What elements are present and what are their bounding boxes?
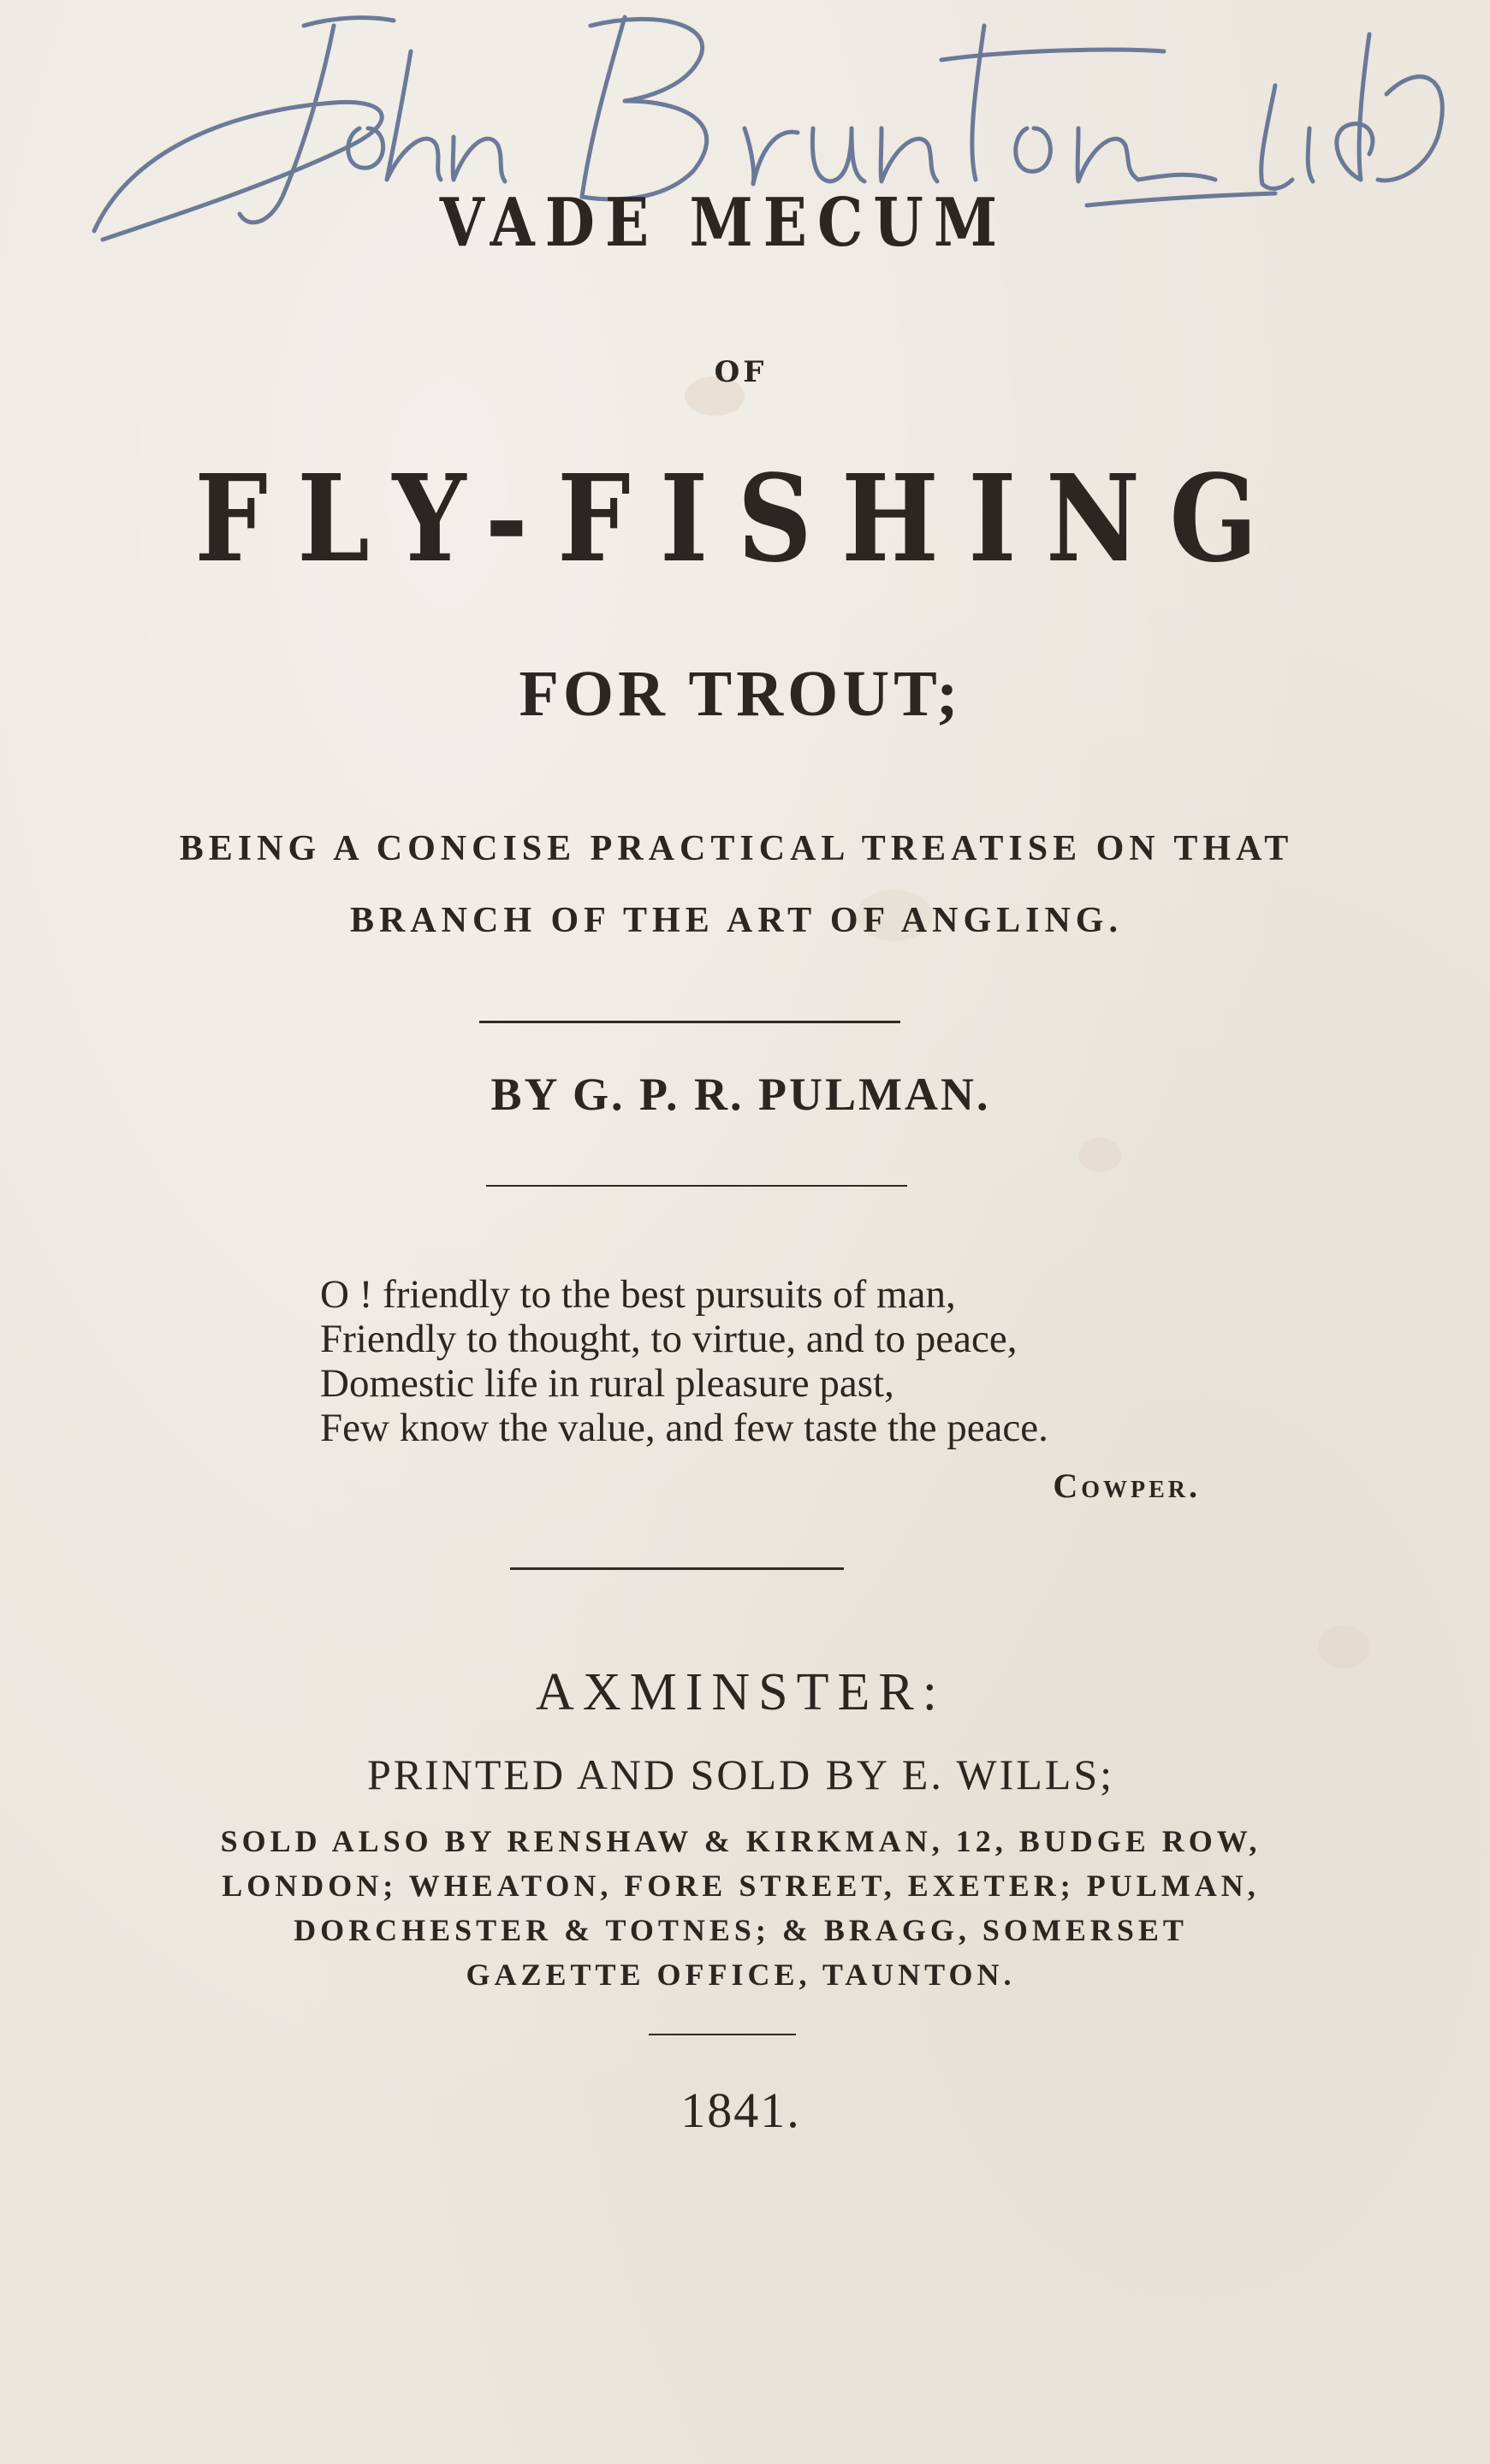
publication-year: 1841. xyxy=(680,2082,801,2138)
verse-attribution: Cowper. xyxy=(1053,1466,1201,1505)
verse-line: Friendly to thought, to virtue, and to peace, xyxy=(320,1317,1018,1361)
verse-line: Few know the value, and few taste the peace. xyxy=(320,1406,1048,1450)
title-for-trout: FOR TROUT; xyxy=(519,658,963,730)
divider-rule xyxy=(649,2034,796,2035)
imprint-sold-line: GAZETTE OFFICE, TAUNTON. xyxy=(466,1958,1016,1992)
imprint-sold-line: LONDON; WHEATON, FORE STREET, EXETER; PULMAN, xyxy=(222,1869,1260,1903)
divider-rule xyxy=(510,1567,844,1570)
imprint-place: AXMINSTER: xyxy=(536,1663,946,1721)
verse-line: O ! friendly to the best pursuits of man, xyxy=(320,1272,956,1317)
divider-rule xyxy=(479,1021,900,1023)
title-fly-fishing: FLY-FISHING xyxy=(194,449,1287,589)
foxing-spot xyxy=(1078,1138,1121,1172)
subtitle-line-2: BRANCH OF THE ART OF ANGLING. xyxy=(350,901,1123,940)
verse-line: Domestic life in rural pleasure past, xyxy=(320,1361,894,1406)
author-line: BY G. P. R. PULMAN. xyxy=(490,1069,991,1120)
title-of: OF xyxy=(714,355,768,389)
divider-rule xyxy=(486,1185,907,1187)
title-line-vade-mecum: VADE MECUM xyxy=(439,184,1008,262)
subtitle-line-1: BEING A CONCISE PRACTICAL TREATISE ON THAT xyxy=(179,829,1294,868)
imprint-sold-line: DORCHESTER & TOTNES; & BRAGG, SOMERSET xyxy=(294,1913,1188,1947)
imprint-sold-line: SOLD ALSO BY RENSHAW & KIRKMAN, 12, BUDGE ROW, xyxy=(220,1824,1261,1858)
imprint-printer: PRINTED AND SOLD BY E. WILLS; xyxy=(366,1750,1115,1798)
